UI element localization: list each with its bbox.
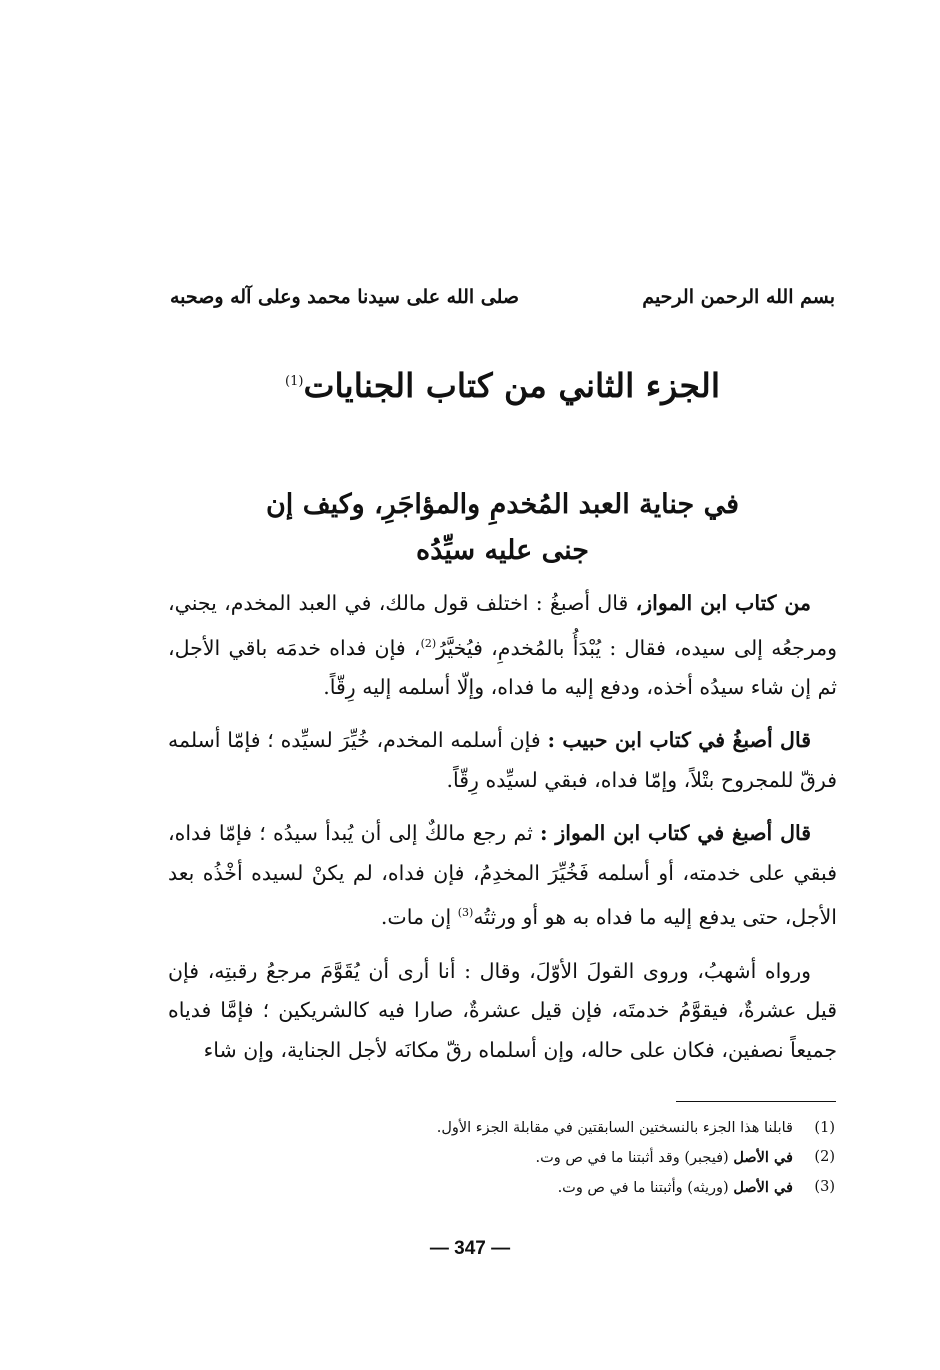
paragraph-lead: قال أصبغُ في كتاب ابن حبيب : [547,728,811,753]
section-heading-line-1: في جناية العبد المُخدمِ والمؤاجَرِ، وكيف إن [265,489,740,520]
footnote [300,1173,835,1203]
footnotes [300,1114,835,1203]
paragraph [168,721,837,800]
paragraph-lead: قال أصبغ في كتاب ابن المواز : [540,821,812,846]
footnote-number: (1) [814,1120,835,1136]
paragraph-tail: إن مات. [380,905,458,930]
paragraph-lead: من كتاب ابن المواز، [635,591,811,615]
footnote-body [558,1173,793,1203]
paragraph-text: قال أصبغُ : اختلف قول مالك، في العبد المخدم، يجني، ومرجعُه إلى سيده، فقال : يُبْدَأُ بالمُخدمِ، فيُخيَّرُ [168,591,837,660]
page-header [170,286,835,308]
salawat: صلى الله على سيدنا محمد وعلى آله وصحبه [170,286,520,308]
chapter-title [170,366,835,405]
paragraph-text: ورواه أشهبُ، وروى القولَ الأوّلَ، وقال : أنا أرى أن يُقَوَّمَ مرجعُ رقبتِه، فإن قيل عشرةٌ، فيقوَّمُ خدمتَه، فإن قيل عشرةٌ، صارا فيه كالشريكين ؛ فإمَّا فدياه جميعاً نصفين، فكان على حاله، وإن أسلماه رقّ مكانَه لأجل الجناية، وإن شاء [168,958,837,1062]
footnote-body [536,1143,793,1173]
page-number: — 347 — [429,1238,511,1259]
footnote-text: قابلنا هذا الجزء بالنسختين السابقتين في مقابلة الجزء الأول. [436,1120,793,1136]
footnote-text: (فيجبر) وقد أثبتنا ما في ص وت. [535,1150,734,1166]
paragraph [168,952,837,1071]
footnote-number: (2) [814,1149,835,1165]
chapter-title-footnote-ref: (1) [285,374,304,389]
footnote-bold: في الأصل [733,1179,793,1196]
paragraph-text: ثم رجع مالكٌ إلى أن يُبدأ سيدُه ؛ فإمّا فداه، فبقي على خدمته، أو أسلمه فَخُيِّرَ المخدِمُ، فإن فداه، لم يكنْ لسيده أخْذُه بعد الأجل، حتى يدفع إليه ما فداه به هو أو ورثتُه [168,821,837,930]
chapter-title-text: الجزء الثاني من كتاب الجنايات [303,366,720,405]
footnote-ref: (2) [420,636,437,650]
basmala: بسم الله الرحمن الرحيم [642,286,835,308]
paragraph-text: فإن أسلمه المخدم، خُيِّرَ لسيِّده ؛ فإمّا أسلمه فرقّ للمجروح بتْلاً، وإمّا فداه، فبقي لسيِّده رِقّاً. [168,728,837,792]
footnote-number: (3) [814,1179,835,1195]
section-heading-line-2: جنى عليه سيِّدُه [416,535,589,566]
section-heading [200,482,805,574]
paragraph [168,584,837,707]
footnote-bold: في الأصل [733,1149,793,1166]
footnote [300,1114,835,1143]
body-text [168,584,837,1084]
paragraph [168,814,837,937]
footnote-ref: (3) [457,906,474,920]
footnote-text: (وريثه) وأثبتنا ما في ص وت. [557,1180,734,1196]
paragraph-tail: ، فإن فداه خدمَه باقي الأجل، ثم إن شاء سيدُه أخذه، ودفع إليه ما فداه، وإلّا أسلمه إليه رِقّاً. [168,635,837,699]
footnote [300,1143,835,1173]
footnote-divider [676,1101,836,1102]
